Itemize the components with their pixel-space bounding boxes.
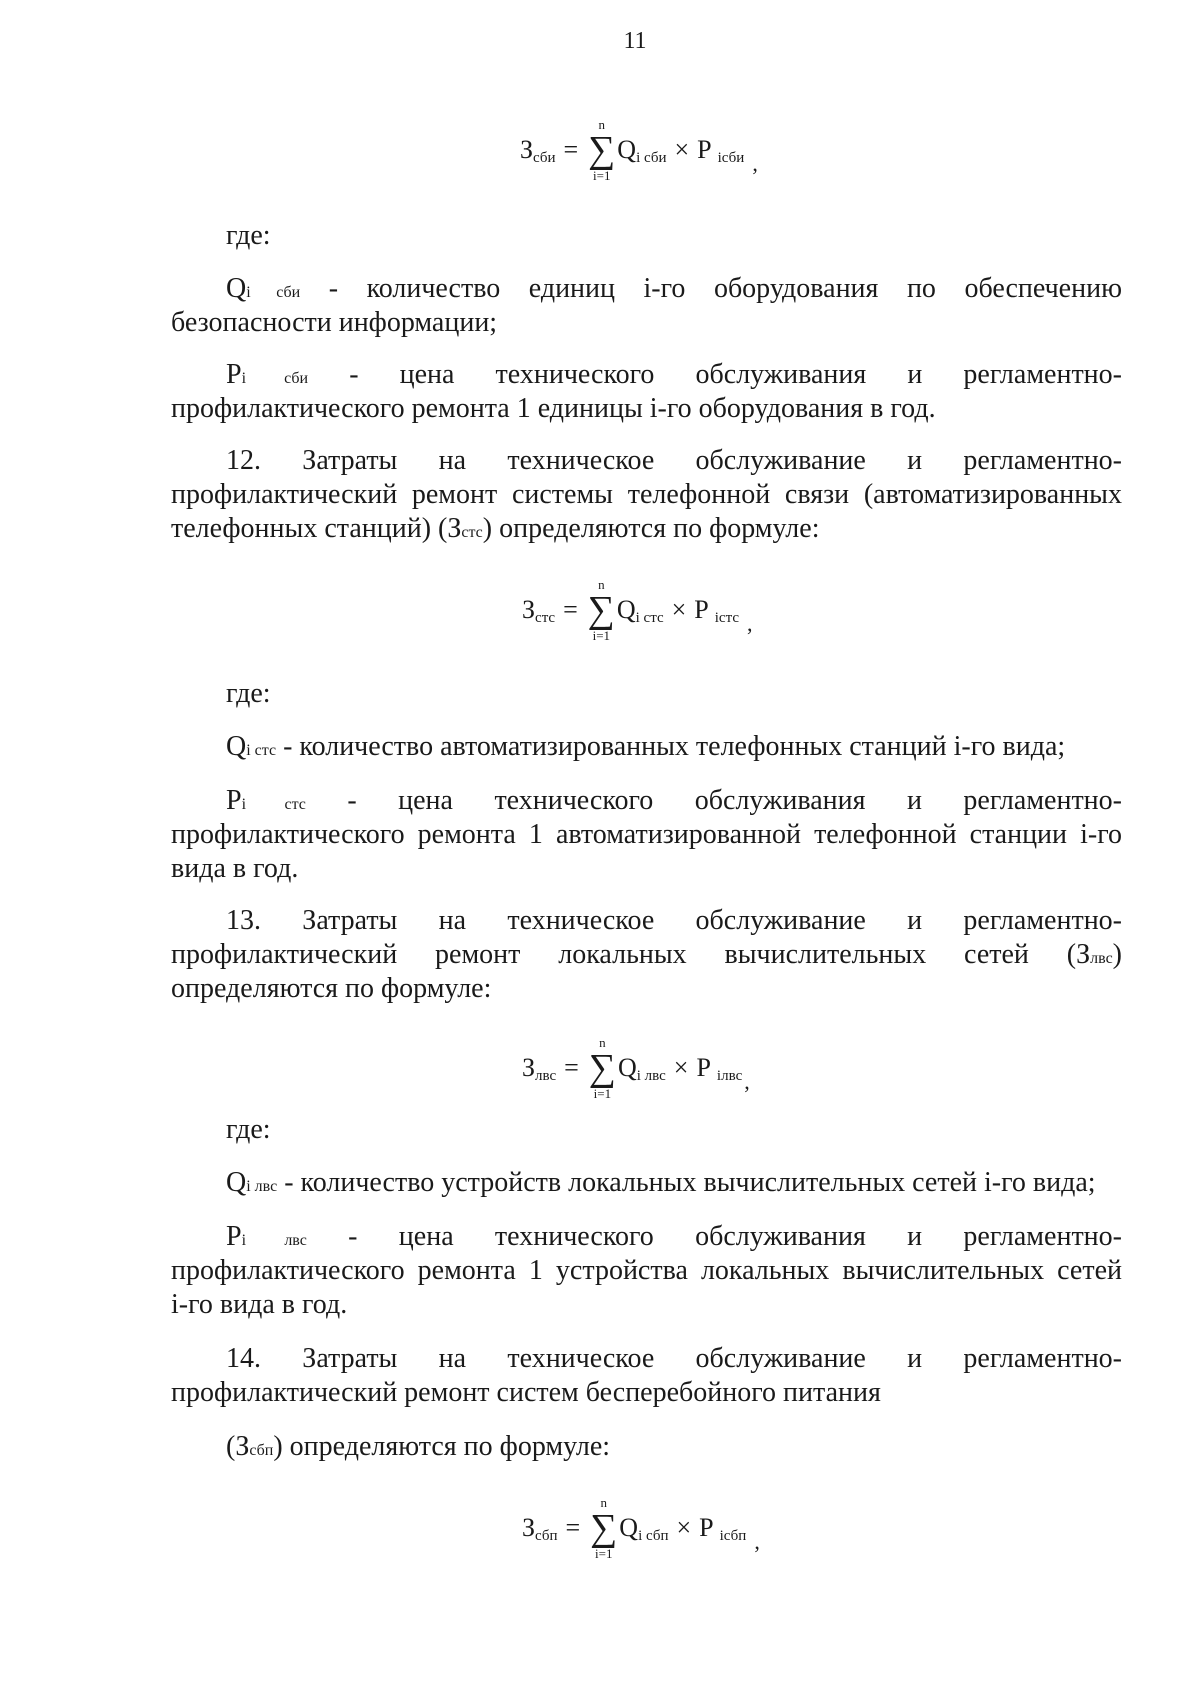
- def-q-lvs: [171, 1166, 1122, 1204]
- formula-q: Q: [617, 1053, 637, 1082]
- symbol-sub: сбп: [249, 1442, 274, 1459]
- def-q-sbi-line1: [171, 272, 1122, 310]
- sum-upper: n: [599, 1035, 606, 1050]
- section-13-line3: определяются по формуле:: [171, 973, 492, 1004]
- text: (З: [226, 1431, 250, 1462]
- symbol-p: P: [226, 359, 242, 390]
- formula-sts: [522, 578, 753, 642]
- formula-lhs-sub: лвс: [535, 1067, 557, 1084]
- equals-sign: =: [565, 1513, 581, 1542]
- formula-comma: ,: [747, 611, 753, 636]
- where-label: где:: [226, 678, 271, 709]
- def-p-sts-line1: [171, 784, 1122, 822]
- sum-sign: n ∑ i=1: [587, 577, 615, 643]
- formula-p-sub: iлвс: [716, 1067, 743, 1084]
- sum-lower: i=1: [593, 1086, 612, 1101]
- def-text: - количество устройств локальных вычислительных сетей i-го вида;: [277, 1167, 1096, 1198]
- def-text: - цена технического обслуживания и регламентно-: [306, 1221, 1122, 1252]
- symbol-sub: i стс: [246, 742, 277, 759]
- formula-p: P: [696, 1053, 711, 1082]
- times-sign: ×: [671, 595, 687, 624]
- section-14-line3: [171, 1430, 1122, 1468]
- text: ) определяются по формуле:: [273, 1431, 611, 1462]
- sum-lower: i=1: [592, 628, 611, 643]
- formula-comma: ,: [744, 1069, 750, 1094]
- def-p-lvs-line2: профилактического ремонта 1 устройства локальных вычислительных сетей: [171, 1255, 1122, 1286]
- formula-q: Q: [617, 135, 637, 164]
- def-text: - количество автоматизированных телефонных станций i-го вида;: [276, 731, 1066, 762]
- formula-q-sub: i стс: [635, 609, 664, 626]
- def-p-lvs-line1: [171, 1220, 1122, 1258]
- def-q-sts: [171, 730, 1122, 768]
- equals-sign: =: [563, 595, 578, 624]
- section-12-line2: профилактический ремонт системы телефонной связи (автоматизированных: [171, 479, 1122, 510]
- equals-sign: =: [564, 1053, 579, 1082]
- formula-p-sub: iстс: [714, 609, 739, 626]
- formula-lhs-sub: сбп: [535, 1527, 558, 1544]
- formula-lhs: З: [520, 135, 534, 164]
- section-12-line3: [171, 512, 1122, 550]
- def-q-sbi-line2: безопасности информации;: [171, 307, 498, 338]
- symbol-q: Q: [226, 731, 247, 762]
- section-14-line1: 14. Затраты на техническое обслуживание и регламентно-: [226, 1343, 1122, 1374]
- symbol-sub: i сби: [241, 370, 309, 387]
- formula-lhs: З: [522, 1053, 536, 1082]
- text: профилактический ремонт локальных вычислительных сетей (З: [171, 939, 1091, 970]
- sum-sign: n ∑ i=1: [588, 1035, 616, 1101]
- text: ) определяются по формуле:: [482, 513, 820, 544]
- symbol-sub: i лвс: [246, 1178, 278, 1195]
- def-text: - цена технического обслуживания и регламентно-: [305, 785, 1122, 816]
- where-label: где:: [226, 1114, 271, 1145]
- def-p-lvs-line3: i-го вида в год.: [171, 1289, 348, 1320]
- formula-p: P: [694, 595, 709, 624]
- sum-upper: n: [600, 1495, 607, 1510]
- symbol-sub: i лвс: [241, 1232, 307, 1249]
- sum-sign: n ∑ i=1: [590, 1495, 618, 1561]
- def-p-sbi-line2: профилактического ремонта 1 единицы i-го оборудования в год.: [171, 393, 936, 424]
- symbol-sub: стс: [461, 524, 483, 541]
- symbol-p: P: [226, 1221, 242, 1252]
- formula-p: P: [699, 1513, 714, 1542]
- sum-upper: n: [598, 577, 605, 592]
- formula-p: P: [697, 135, 712, 164]
- formula-sbp: [522, 1496, 760, 1560]
- formula-q: Q: [619, 1513, 639, 1542]
- sum-lower: i=1: [595, 1546, 613, 1561]
- symbol-sub: i сби: [246, 284, 301, 301]
- def-p-sts-line2: профилактического ремонта 1 автоматизированной телефонной станции i-го: [171, 819, 1122, 850]
- symbol-p: P: [226, 785, 242, 816]
- symbol-sub: лвс: [1090, 950, 1113, 967]
- section-13-line2: [171, 938, 1122, 976]
- formula-sbi: [520, 118, 758, 182]
- formula-lhs: З: [522, 1513, 536, 1542]
- formula-q-sub: i сби: [636, 149, 667, 166]
- formula-lhs-sub: стс: [535, 609, 556, 626]
- sum-lower: i=1: [593, 168, 611, 183]
- formula-comma: ,: [754, 1529, 760, 1554]
- sum-sign: n ∑ i=1: [588, 117, 616, 183]
- section-14-line2: профилактический ремонт систем бесперебойного питания: [171, 1377, 881, 1408]
- formula-q: Q: [616, 595, 636, 624]
- formula-lhs-sub: сби: [533, 149, 556, 166]
- times-sign: ×: [673, 1053, 689, 1082]
- formula-lhs: З: [522, 595, 536, 624]
- symbol-sub: i стс: [241, 796, 306, 813]
- where-label: где:: [226, 220, 271, 251]
- page-number: 11: [623, 28, 647, 54]
- symbol-q: Q: [226, 273, 247, 304]
- text: ): [1112, 939, 1122, 970]
- def-p-sts-line3: вида в год.: [171, 853, 299, 884]
- def-text: - количество единиц i-го оборудования по обеспечению: [300, 273, 1122, 304]
- symbol-q: Q: [226, 1167, 247, 1198]
- formula-q-sub: i лвс: [636, 1067, 666, 1084]
- section-13-line1: 13. Затраты на техническое обслуживание и регламентно-: [226, 905, 1122, 936]
- formula-lvs: [522, 1036, 750, 1100]
- def-text: - цена технического обслуживания и регламентно-: [308, 359, 1122, 390]
- formula-comma: ,: [752, 151, 758, 176]
- equals-sign: =: [563, 135, 579, 164]
- times-sign: ×: [674, 135, 690, 164]
- times-sign: ×: [676, 1513, 692, 1542]
- formula-p-sub: iсби: [717, 149, 745, 166]
- def-p-sbi-line1: [171, 358, 1122, 396]
- text: телефонных станций) (З: [171, 513, 462, 544]
- formula-q-sub: i сбп: [638, 1527, 669, 1544]
- formula-p-sub: iсбп: [719, 1527, 747, 1544]
- sum-upper: n: [598, 117, 605, 132]
- section-12-line1: 12. Затраты на техническое обслуживание и регламентно-: [226, 445, 1122, 476]
